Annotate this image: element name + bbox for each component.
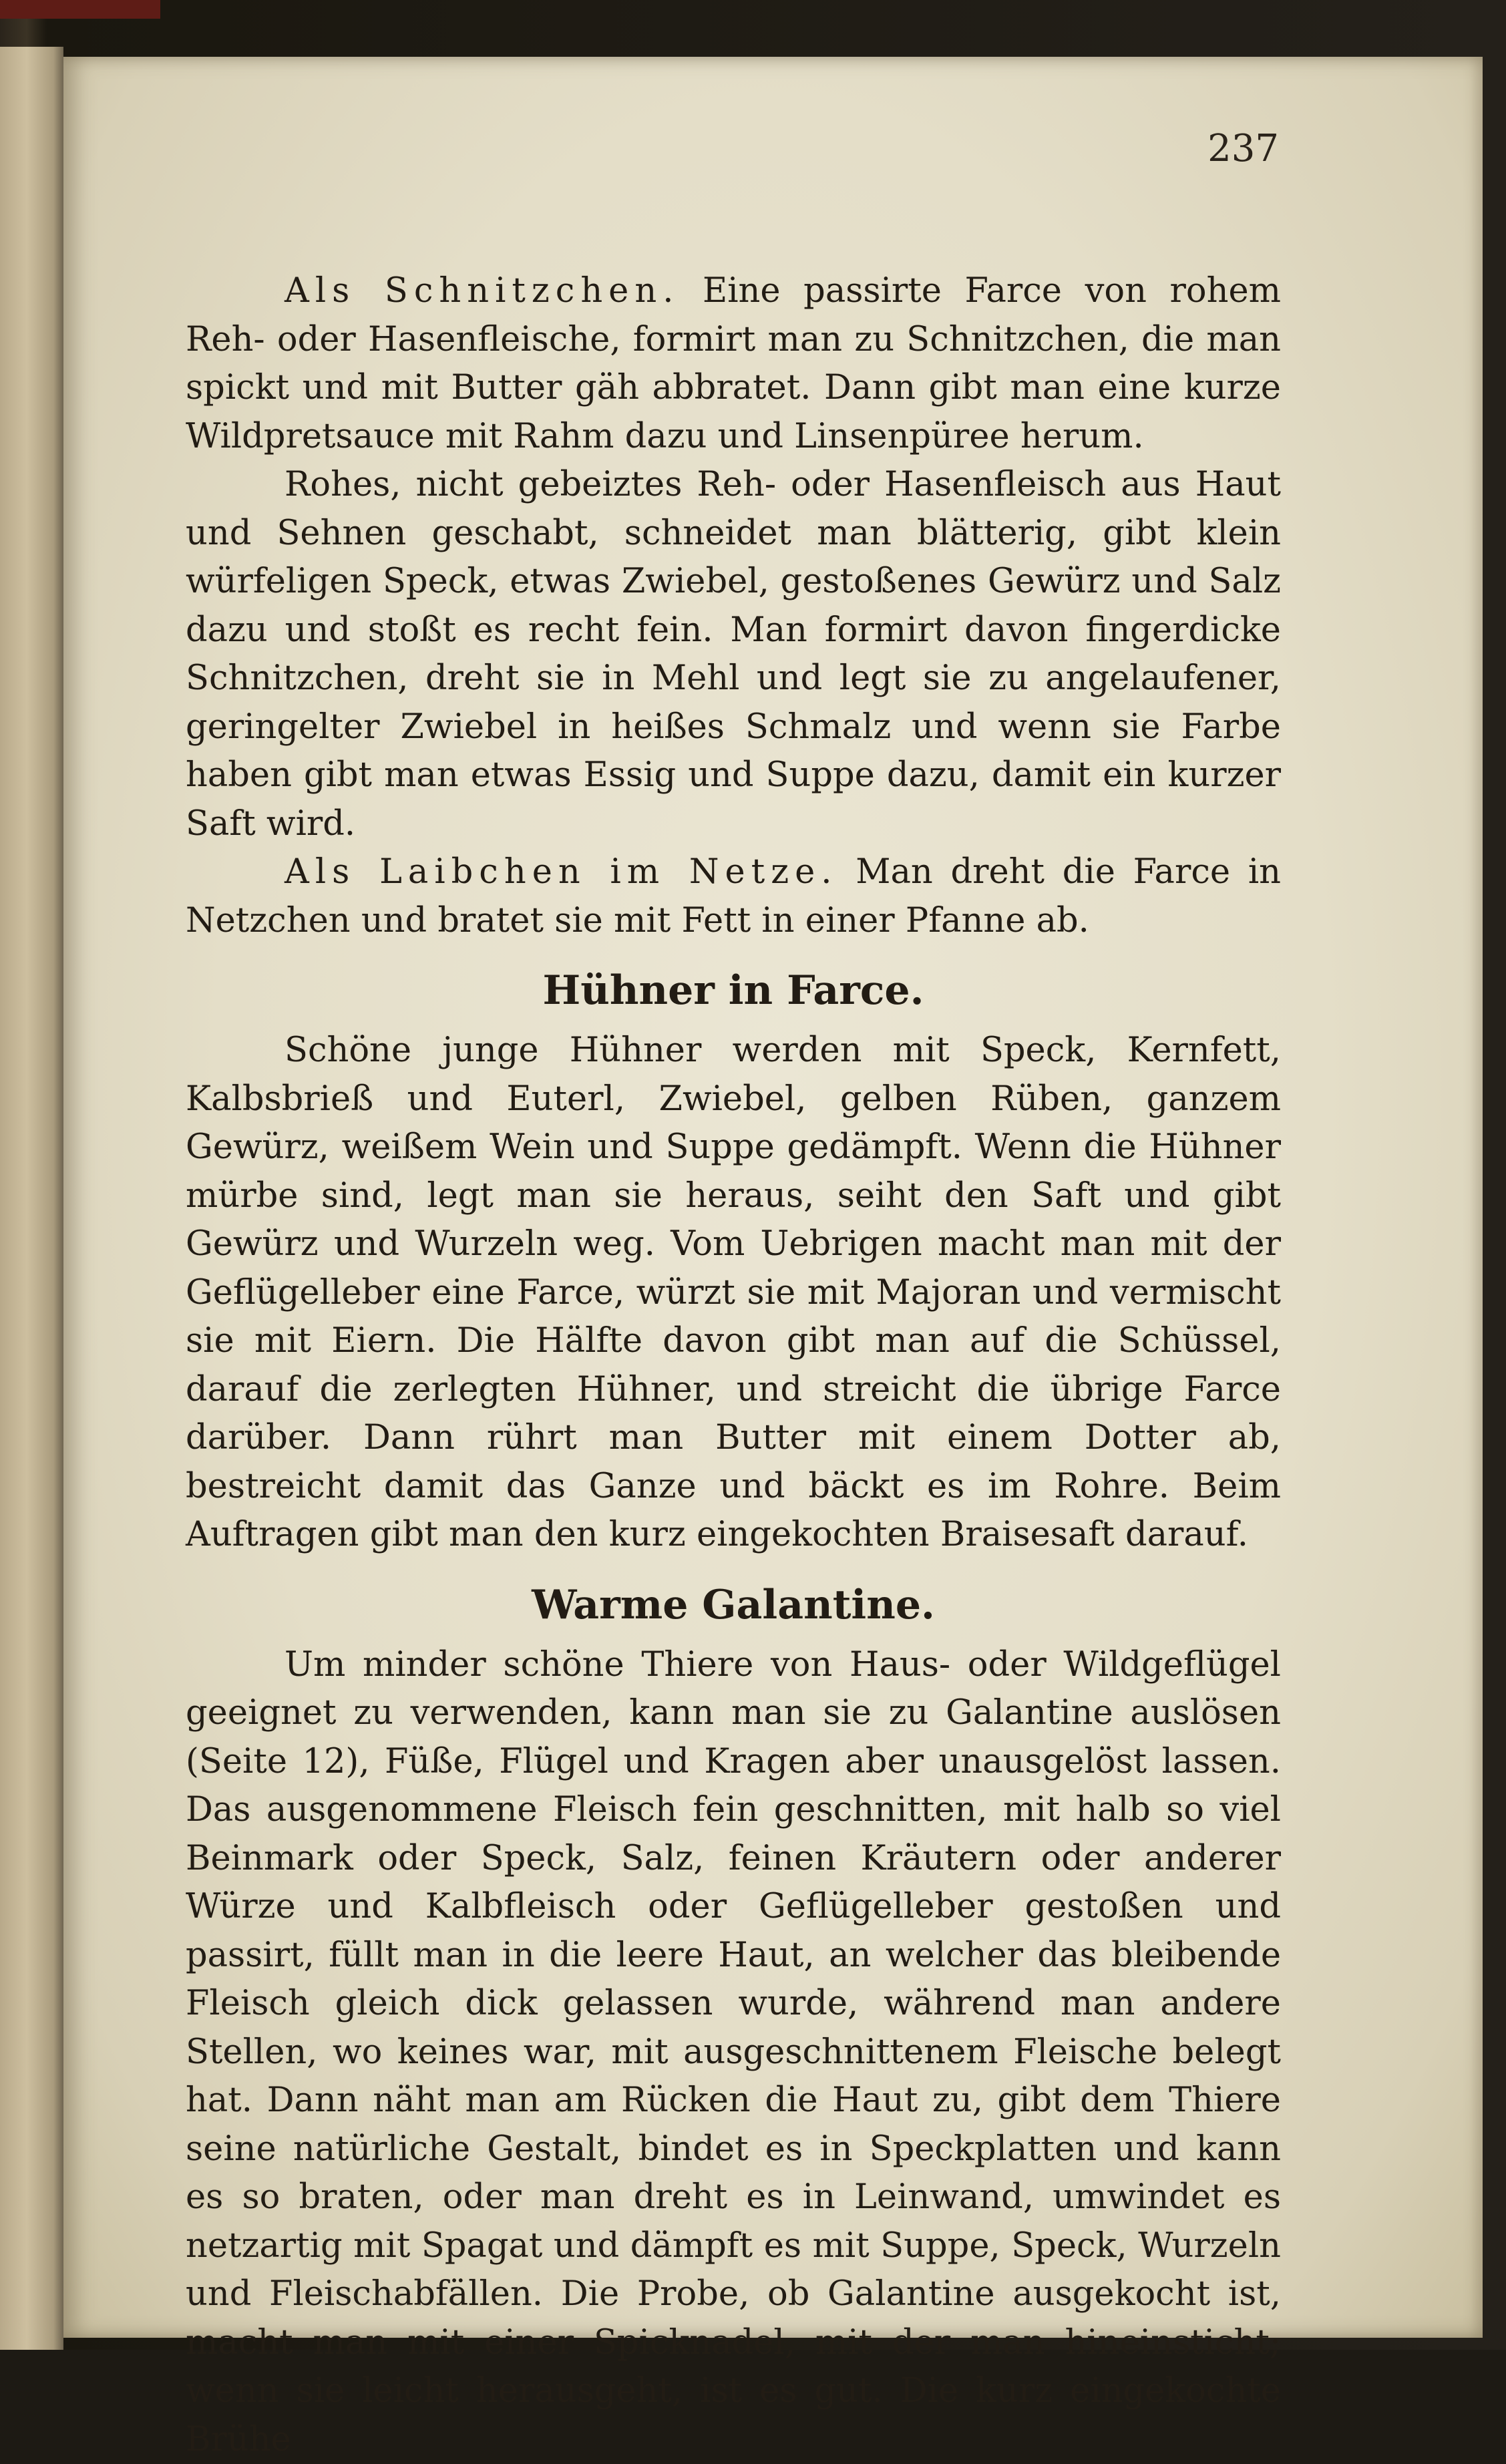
left-page-edge: [0, 47, 63, 2350]
paragraph-rohes: [186, 461, 1281, 848]
heading-huehner-in-farce: Hühner in Farce.: [186, 964, 1281, 1017]
heading-warme-galantine: Warme Galantine.: [186, 1578, 1281, 1632]
page-body: [186, 267, 1281, 2464]
red-binding-strip: [0, 0, 160, 19]
paragraph-text: Man dreht die Farce in Netzchen und bratet sie mit Fett in einer Pfanne ab.: [186, 852, 1281, 940]
paragraph-text: Rohes, nicht gebeiztes Reh- oder Hasenfleisch aus Haut und Sehnen geschabt, schneidet man blätterig, gibt klein würfeligen Speck, etwas Zwiebel, gestoßenes Gewürz und Salz dazu und stoßt es recht fein. Man formirt davon fingerdicke Schnitzchen, dreht sie in Mehl und legt sie zu angelaufener, geringelter Zwiebel in heißes Schmalz und wenn sie Farbe haben gibt man etwas Essig und Suppe dazu, damit ein kurzer Saft wird.: [186, 465, 1281, 844]
paragraph-text: Eine passirte Farce von rohem Reh- oder Hasenfleische, formirt man zu Schnitzchen, die man spickt und mit Butter gäh abbratet. Dann gibt man eine kurze Wildpretsauce mit Rahm dazu und Linsenpüree herum.: [186, 271, 1281, 456]
page-number: 237: [1172, 127, 1279, 170]
paragraph-schnitzchen: [186, 267, 1281, 461]
paragraph-lead: Als Schnitzchen.: [285, 271, 679, 311]
paragraph-lead: Als Laibchen im Netze.: [285, 852, 837, 892]
paragraph-galantine: Um minder schöne Thiere von Haus- oder Wildgeflügel geeignet zu verwenden, kann man sie zu Galantine auslösen (Seite 12), Füße, Flügel und Kragen aber unausgelöst lassen. Das ausgenommene Fleisch fein geschnitten, mit halb so viel Beinmark oder Speck, Salz, feinen Kräutern oder anderer Würze und Kalbfleisch oder Geflügelleber gestoßen und passirt, füllt man in die leere Haut, an welcher das bleibende Fleisch gleich dick gelassen wurde, während man andere Stellen, wo keines war, mit ausgeschnittenem Fleische belegt hat. Dann näht man am Rücken die Haut zu, gibt dem Thiere seine natürliche Gestalt, bindet es in Speckplatten und kann es so braten, oder man dreht es in Leinwand, umwindet es netzartig mit Spagat und dämpft es mit Suppe, Speck, Wurzeln und Fleischabfällen. Die Probe, ob Galantine ausgekocht ist, macht man mit einer Spicknadel, mit der man hineinsticht; wenn sie leicht herausgeht, ist es gut. Die kurz eingekochte Brühe: [186, 1641, 1281, 2464]
paragraph-huehner: Schöne junge Hühner werden mit Speck, Kernfett, Kalbsbrieß und Euterl, Zwiebel, gelben Rüben, ganzem Gewürz, weißem Wein und Suppe gedämpft. Wenn die Hühner mürbe sind, legt man sie heraus, seiht den Saft und gibt Gewürz und Wurzeln weg. Vom Uebrigen macht man mit der Geflügelleber eine Farce, würzt sie mit Majoran und vermischt sie mit Eiern. Die Hälfte davon gibt man auf die Schüssel, darauf die zerlegten Hühner, und streicht die übrige Farce darüber. Dann rührt man Butter mit einem Dotter ab, bestreicht damit das Ganze und bäckt es im Rohre. Beim Auftragen gibt man den kurz eingekochten Braisesaft darauf.: [186, 1027, 1281, 1560]
paragraph-laibchen: [186, 848, 1281, 945]
